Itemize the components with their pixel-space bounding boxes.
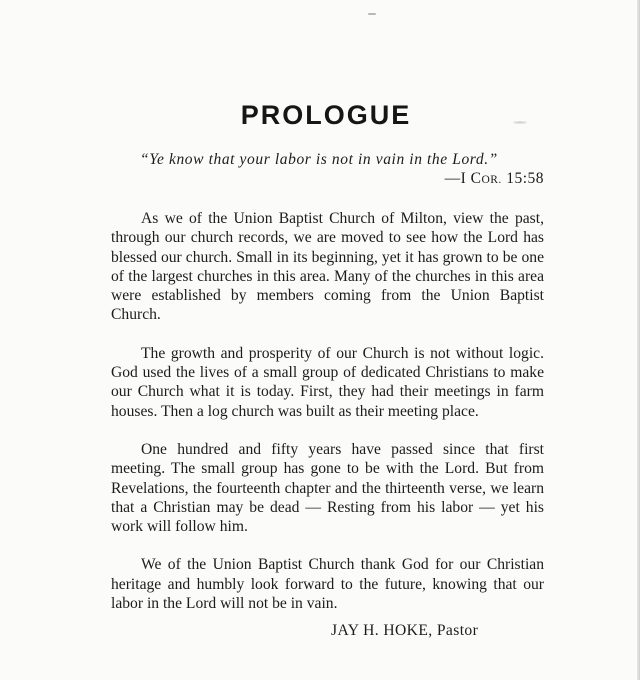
- paragraph: The growth and prosperity of our Church is not without logic. God used the lives of a small group of dedicated Christians to make our Church what it is today. First, they had their meetings in farm houses. Then a log church was built as their meeting place.: [111, 344, 544, 420]
- epigraph-reference: [140, 169, 544, 190]
- epigraph-quote: “Ye know that your labor is not in vain in the Lord.”: [140, 151, 498, 168]
- signature: JAY H. HOKE, Pastor: [331, 622, 479, 639]
- reference-book-rest: OR.: [481, 174, 502, 186]
- paragraph: We of the Union Baptist Church thank God for our Christian heritage and humbly look forward to the future, knowing that our labor in the Lord will not be in vain.: [111, 556, 544, 613]
- prologue-body: [111, 209, 544, 632]
- paragraph: As we of the Union Baptist Church of Milton, view the past, through our church records, we are moved to see how the Lord has blessed our church. Small in its beginning, yet it has grown to be one of the largest churches in this area. Many of the churches in this area were established by members coming from the Union Baptist Church.: [111, 210, 544, 324]
- reference-book-initial: C: [470, 170, 482, 187]
- page-title: PROLOGUE: [240, 100, 412, 130]
- paper-mark: [368, 13, 376, 15]
- reference-dash: —I: [444, 170, 471, 187]
- reference-verse: 15:58: [501, 170, 544, 187]
- epigraph: [140, 150, 544, 190]
- paragraph: One hundred and fifty years have passed since that first meeting. The small group has gone to be with the Lord. But from Revelations, the fourteenth chapter and the thirteenth verse, we learn that a Christian may be dead — Resting from his labor — yet his work will follow him.: [111, 440, 544, 536]
